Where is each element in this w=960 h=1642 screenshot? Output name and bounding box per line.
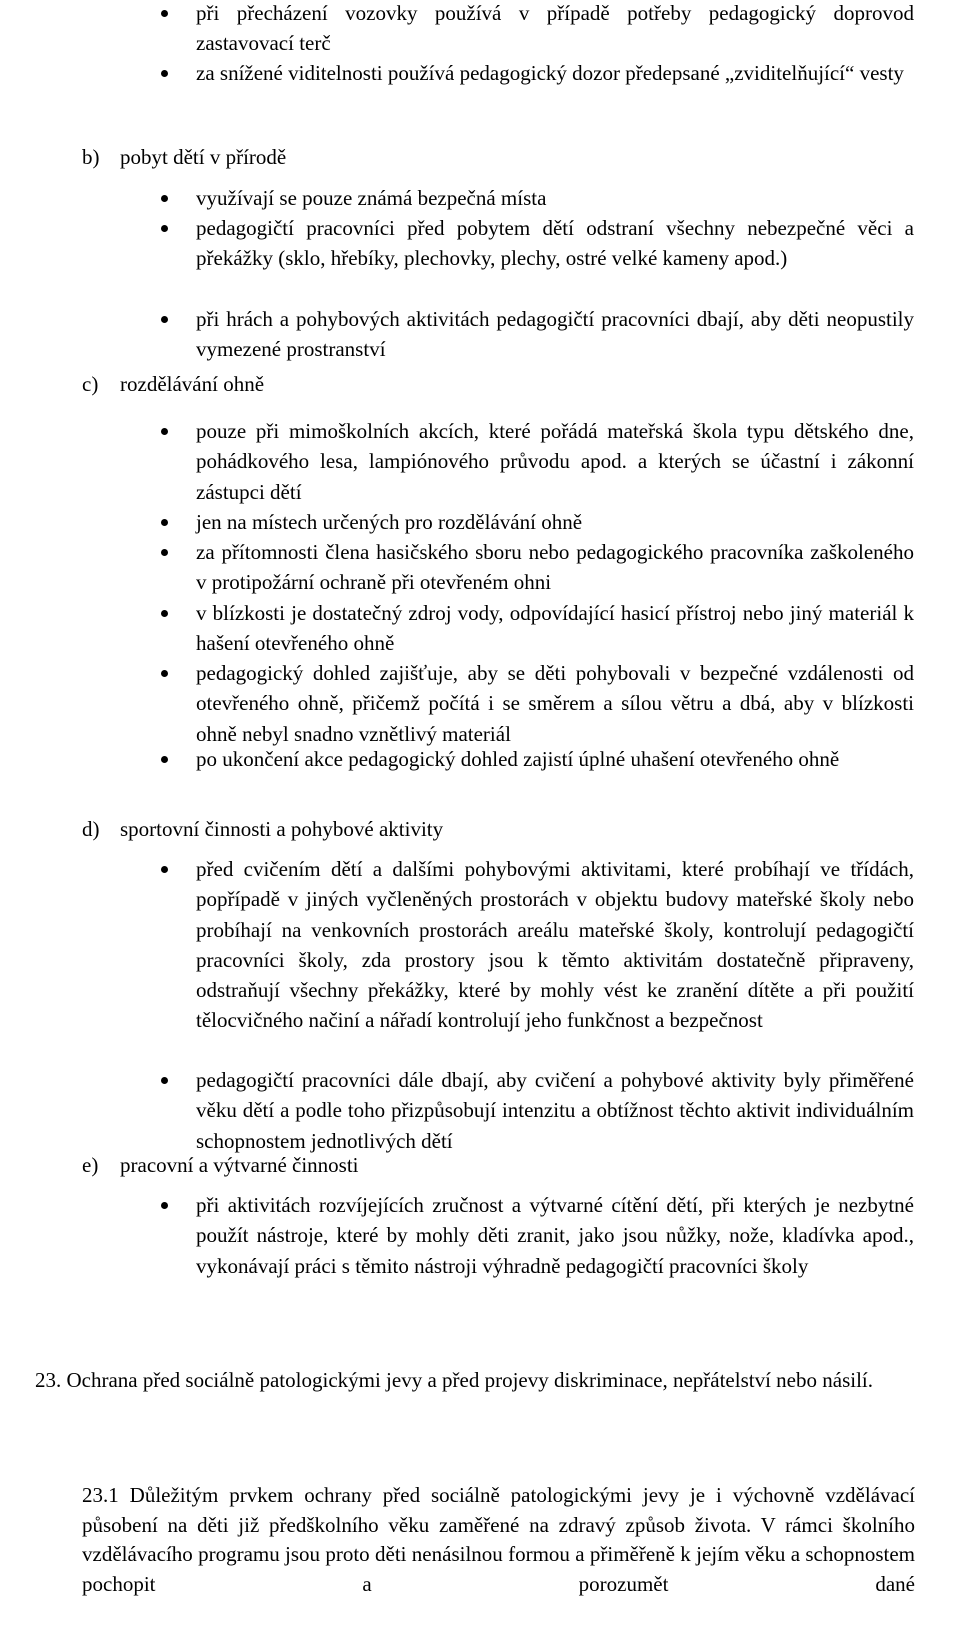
bullet-icon xyxy=(161,670,168,677)
section-heading-c: c) rozdělávání ohně xyxy=(82,372,265,396)
section-heading-d: d) sportovní činnosti a pohybové aktivity xyxy=(82,817,444,841)
bullet-icon xyxy=(161,866,168,873)
subsection-23-1: 23.1 Důležitým prvkem ochrany před sociálně patologickými jevy je i výchovně vzdělávací působení na děti již předškolního věku zaměřené na zdravý způsob života. V rámci školního vzdělávacího programu jsou proto děti nenásilnou formou a přiměřeně k jejím věku a schopnostem pochopit a porozumět dané xyxy=(82,1483,916,1596)
bullet-icon xyxy=(161,1202,168,1209)
list-item: při hrách a pohybových aktivitách pedagogičtí pracovníci dbají, aby děti neopustily vymezené prostranství xyxy=(196,304,914,365)
list-item: v blízkosti je dostatečný zdroj vody, odpovídající hasicí přístroj nebo jiný materiál k hašení otevřeného ohně xyxy=(196,598,914,659)
bullet-icon xyxy=(161,225,168,232)
list-item: při přecházení vozovky používá v případě potřeby pedagogický doprovod zastavovací terč xyxy=(196,0,914,59)
list-item: před cvičením dětí a dalšími pohybovými aktivitami, které probíhají ve třídách, popřípadě v jiných vyčleněných prostorách v objektu budovy mateřské školy nebo probíhají na venkovních prostorách areálu mateřské školy, kontrolují pedagogičtí pracovníci školy, zda prostory jsou k těmto aktivitám dostatečně připraveny, odstraňují všechny překážky, které by mohly vést ke zranění dítěte a při použití tělocvičného načiní a nářadí kontrolují jeho funkčnost a bezpečnost xyxy=(196,854,914,1036)
bullet-icon xyxy=(161,316,168,323)
list-item: při aktivitách rozvíjejících zručnost a výtvarné cítění dětí, při kterých je nezbytné použít nástroje, které by mohly děti zranit, jako jsou nůžky, nože, kladívka apod., vykonávají práci s těmito nástroji výhradně pedagogičtí pracovníci školy xyxy=(196,1190,914,1281)
list-item: využívají se pouze známá bezpečná místa xyxy=(196,183,914,213)
section-heading-e: e) pracovní a výtvarné činnosti xyxy=(82,1153,359,1177)
list-item: za snížené viditelnosti používá pedagogický dozor předepsané „zviditelňující“ vesty xyxy=(196,58,914,88)
bullet-icon xyxy=(161,428,168,435)
section-heading-b: b) pobyt dětí v přírodě xyxy=(82,145,287,169)
bullet-icon xyxy=(161,756,168,763)
bullet-icon xyxy=(161,195,168,202)
bullet-icon xyxy=(161,610,168,617)
bullet-icon xyxy=(161,1077,168,1084)
list-item: pedagogičtí pracovníci před pobytem dětí odstraní všechny nebezpečné věci a překážky (sklo, hřebíky, plechovky, plechy, ostré velké kameny apod.) xyxy=(196,213,914,274)
section-heading-23: 23. Ochrana před sociálně patologickými jevy a před projevy diskriminace, nepřátelství nebo násilí. xyxy=(35,1368,873,1392)
bullet-icon xyxy=(161,519,168,526)
list-item: jen na místech určených pro rozdělávání ohně xyxy=(196,507,914,537)
list-item: pouze při mimoškolních akcích, které pořádá mateřská škola typu dětského dne, pohádkového lesa, lampiónového průvodu apod. a kterých se účastní i zákonní zástupci dětí xyxy=(196,416,914,507)
bullet-icon xyxy=(161,70,168,77)
list-item: pedagogičtí pracovníci dále dbají, aby cvičení a pohybové aktivity byly přiměřené věku dětí a podle toho přizpůsobují intenzitu a obtížnost těchto aktivit individuálním schopnostem jednotlivých dětí xyxy=(196,1065,914,1156)
list-item: za přítomnosti člena hasičského sboru nebo pedagogického pracovníka zaškoleného v protipožární ochraně při otevřeném ohni xyxy=(196,537,914,598)
bullet-icon xyxy=(161,10,168,17)
list-item: pedagogický dohled zajišťuje, aby se děti pohybovali v bezpečné vzdálenosti od otevřeného ohně, přičemž počítá i se směrem a sílou větru a dbá, aby v blízkosti ohně nebyl snadno vznětlivý materiál xyxy=(196,658,914,749)
list-item: po ukončení akce pedagogický dohled zajistí úplné uhašení otevřeného ohně xyxy=(196,744,914,774)
bullet-icon xyxy=(161,549,168,556)
